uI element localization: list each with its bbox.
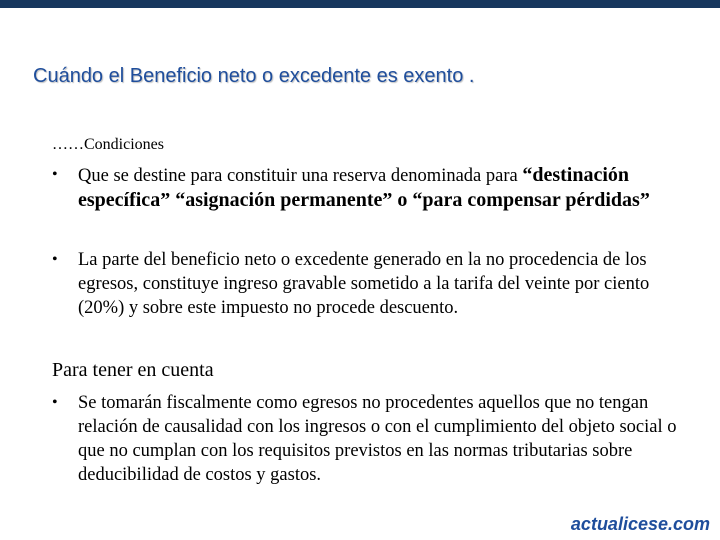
bullet-icon: • [52,166,58,183]
bullet-1-text [78,163,662,213]
bullet-item-1 [52,163,662,213]
top-bar [0,0,720,8]
bullet-icon: • [52,251,58,268]
bullet-item-3 [52,391,682,487]
conditions-label: ……Condiciones [52,136,164,153]
bullet-icon: • [52,394,58,411]
bullet-item-2 [52,248,662,320]
bullet-2-text: La parte del beneficio neto o excedente generado en la no procedencia de los egresos, constituye ingreso gravable sometido a la tarifa del veinte por ciento (20%) y sobre este impuesto no procede descuento. [78,250,650,318]
subheading: Para tener en cuenta [52,359,214,381]
bullet-3-text: Se tomarán fiscalmente como egresos no procedentes aquellos que no tengan relación de causalidad con los ingresos o con el cumplimiento del objeto social o que no cumplan con los requisitos previstos en las normas tributarias sobre deducibilidad de costos y gastos. [78,393,677,485]
bullet-1-bold: “destinación específica” “asignación permanente” o “para compensar pérdidas” [78,164,650,211]
brand-logo-text: actualicese.com [570,514,710,534]
slide-title: Cuándo el Beneficio neto o excedente es exento . [33,65,475,87]
bullet-1-plain: Que se destine para constituir una reserva denominada para [78,166,523,186]
